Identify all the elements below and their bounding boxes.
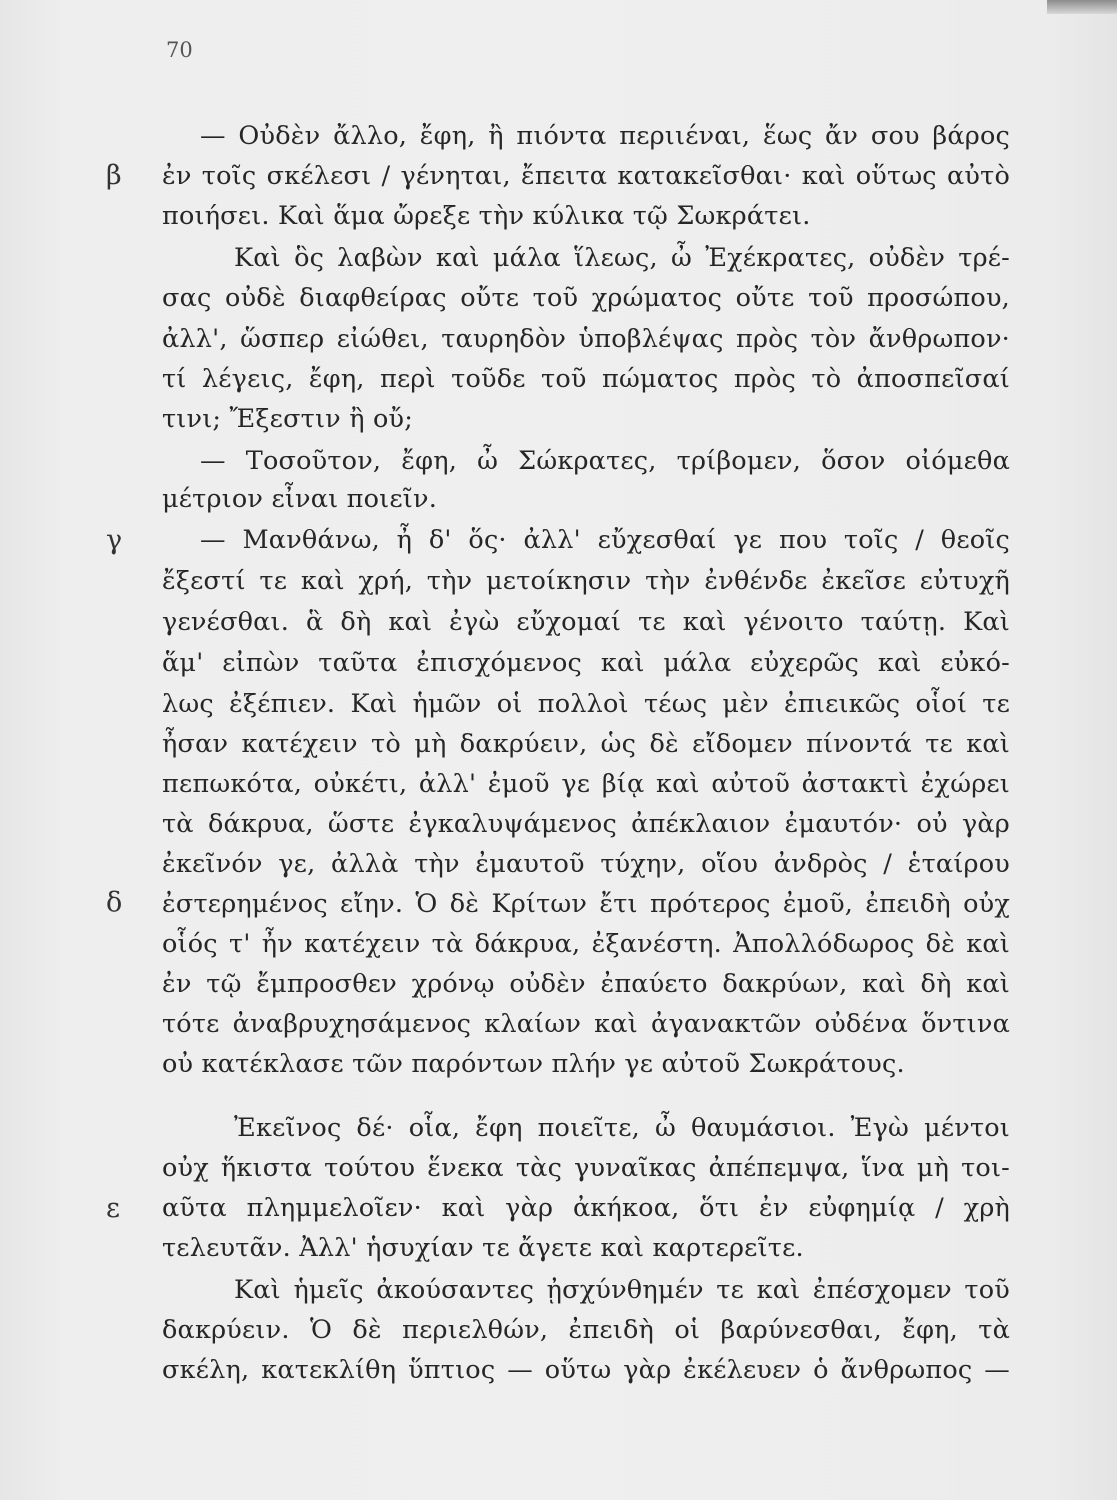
text-line: τινι; Ἔξεστιν ἢ οὔ;: [162, 404, 414, 434]
margin-marker-d: δ: [106, 887, 123, 918]
text-line: — Οὐδὲν ἄλλο, ἔφη, ἢ πιόντα περιιέναι, ἕως ἄν σου βάρος: [200, 121, 1010, 151]
text-line: οἷός τ' ἦν κατέχειν τὰ δάκρυα, ἐξανέστη. Ἀπολλόδωρος δὲ καὶ: [162, 929, 1010, 959]
text-line: ἐν τοῖς σκέλεσι / γένηται, ἔπειτα κατακεῖσθαι· καὶ οὕτως αὐτὸ: [162, 161, 1010, 191]
text-line: αῦτα πλημμελοῖεν· καὶ γὰρ ἀκήκοα, ὅτι ἐν εὐφημίᾳ / χρὴ: [162, 1193, 1010, 1223]
margin-marker-g: γ: [106, 525, 123, 556]
text-line: μέτριον εἶναι ποιεῖν.: [162, 484, 438, 514]
text-line: Καὶ ἡμεῖς ἀκούσαντες ᾐσχύνθημέν τε καὶ ἐπέσχομεν τοῦ: [234, 1275, 1010, 1305]
text-line: ἐν τῷ ἔμπροσθεν χρόνῳ οὐδὲν ἐπαύετο δακρύων, καὶ δὴ καὶ: [162, 969, 1010, 999]
text-line: τί λέγεις, ἔφη, περὶ τοῦδε τοῦ πώματος πρὸς τὸ ἀποσπεῖσαί: [162, 364, 1010, 394]
text-line: οὐ κατέκλασε τῶν παρόντων πλήν γε αὐτοῦ Σωκράτους.: [162, 1049, 905, 1079]
text-line: — Τοσοῦτον, ἔφη, ὦ Σώκρατες, τρίβομεν, ὅσον οἰόμεθα: [200, 446, 1010, 476]
text-line: ἅμ' εἰπὼν ταῦτα ἐπισχόμενος καὶ μάλα εὐχερῶς καὶ εὐκό-: [162, 648, 1010, 678]
text-line: Καὶ ὃς λαβὼν καὶ μάλα ἵλεως, ὦ Ἐχέκρατες, οὐδὲν τρέ-: [234, 243, 1010, 273]
text-line: ἀλλ', ὥσπερ εἰώθει, ταυρηδὸν ὑποβλέψας πρὸς τὸν ἄνθρωπον·: [162, 324, 1010, 354]
text-line: τὰ δάκρυα, ὥστε ἐγκαλυψάμενος ἀπέκλαιον ἐμαυτόν· οὐ γὰρ: [162, 809, 1010, 839]
margin-marker-b: β: [106, 160, 122, 191]
text-line: λως ἐξέπιεν. Καὶ ἡμῶν οἱ πολλοὶ τέως μὲν ἐπιεικῶς οἷοί τε: [162, 689, 1010, 719]
text-line: — Μανθάνω, ἦ δ' ὅς· ἀλλ' εὔχεσθαί γε που τοῖς / θεοῖς: [200, 525, 1010, 555]
text-line: σκέλη, κατεκλίθη ὕπτιος — οὕτω γὰρ ἐκέλευεν ὁ ἄνθρωπος —: [162, 1355, 1010, 1385]
text-line: ἐστερημένος εἴην. Ὁ δὲ Κρίτων ἔτι πρότερος ἐμοῦ, ἐπειδὴ οὐχ: [162, 889, 1010, 919]
text-line: ποιήσει. Καὶ ἅμα ὤρεξε τὴν κύλικα τῷ Σωκράτει.: [162, 201, 811, 231]
text-line: ἦσαν κατέχειν τὸ μὴ δακρύειν, ὡς δὲ εἴδομεν πίνοντά τε καὶ: [162, 729, 1010, 759]
text-line: ἔξεστί τε καὶ χρή, τὴν μετοίκησιν τὴν ἐνθένδε ἐκεῖσε εὐτυχῆ: [162, 566, 1010, 596]
margin-marker-e: ε: [106, 1193, 120, 1224]
text-line: τότε ἀναβρυχησάμενος κλαίων καὶ ἀγανακτῶν οὐδένα ὅντινα: [162, 1009, 1010, 1039]
text-line: Ἐκεῖνος δέ· οἷα, ἔφη ποιεῖτε, ὦ θαυμάσιοι. Ἐγὼ μέντοι: [234, 1113, 1010, 1143]
text-line: οὐχ ἥκιστα τούτου ἕνεκα τὰς γυναῖκας ἀπέπεμψα, ἵνα μὴ τοι-: [162, 1153, 1010, 1183]
text-line: δακρύειν. Ὁ δὲ περιελθών, ἐπειδὴ οἱ βαρύνεσθαι, ἔφη, τὰ: [162, 1315, 1010, 1345]
text-line: τελευτᾶν. Ἀλλ' ἡσυχίαν τε ἄγετε καὶ καρτερεῖτε.: [162, 1233, 804, 1263]
text-line: σας οὐδὲ διαφθείρας οὔτε τοῦ χρώματος οὔτε τοῦ προσώπου,: [162, 283, 1010, 313]
text-line: πεπωκότα, οὐκέτι, ἀλλ' ἐμοῦ γε βίᾳ καὶ αὐτοῦ ἀστακτὶ ἐχώρει: [162, 769, 1010, 799]
text-line: ἐκεῖνόν γε, ἀλλὰ τὴν ἐμαυτοῦ τύχην, οἵου ἀνδρὸς / ἑταίρου: [162, 849, 1010, 879]
text-line: γενέσθαι. ἃ δὴ καὶ ἐγὼ εὔχομαί τε καὶ γένοιτο ταύτῃ. Καὶ: [162, 607, 1010, 637]
page-number: 70: [166, 38, 193, 62]
